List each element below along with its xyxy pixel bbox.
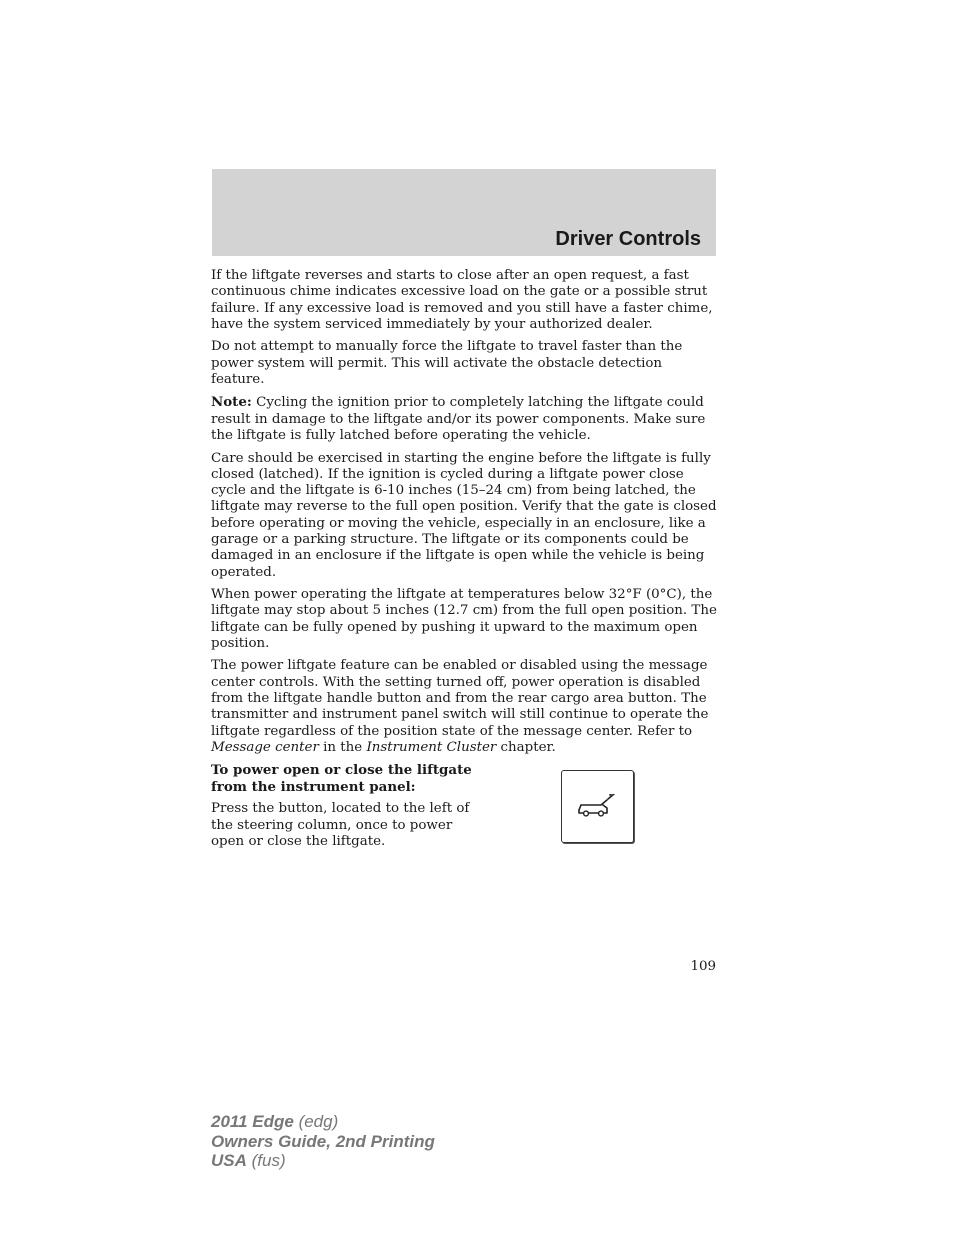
liftgate-button-illustration — [561, 770, 634, 843]
footer — [211, 1112, 435, 1171]
reference-message-center: Message center — [211, 739, 319, 755]
paragraph-chime-warning: If the liftgate reverses and starts to close after an open request, a fast continuous chime indicates excessive load on the gate or a possible strut failure. If any excessive load is removed and you still have a faster chime, have the system serviced immediately by your authorized dealer. — [211, 268, 713, 332]
note-label: Note: — [211, 394, 252, 411]
instrument-panel-section — [211, 762, 719, 850]
paragraph-ignition-caution: Care should be exercised in starting the engine before the liftgate is fully closed (latched). If the ignition is cycled during a liftgate power close cycle and the liftgate is 6-10 inches (15–24 cm) from being latched, the liftgate may reverse to the full open position. Verify that the gate is closed before operating or moving the vehicle, especially in an enclosure, like a garage or a parking structure. The liftgate or its components could be damaged in an enclosure if the liftgate is open while the vehicle is being operated. — [211, 450, 717, 580]
paragraph-enable-disable: The power liftgate feature can be enabled or disabled using the message center controls. With the setting turned off, power operation is disabled from the liftgate handle button and from the rear cargo area button. The transmitter and instrument panel switch will still continue to operate the liftgate regardless of the position state of the message center. Refer to Message center in the Instrument Cluster chapter. — [211, 658, 709, 755]
paragraph-note — [211, 394, 719, 444]
reference-instrument-cluster: Instrument Cluster — [366, 739, 497, 755]
body-text — [211, 268, 719, 856]
note-text: Cycling the ignition prior to completely latching the liftgate could result in damage to the liftgate and/or its power components. Make sure the liftgate is fully latched before operating the vehicle. — [211, 395, 706, 444]
liftgate-icon — [577, 794, 619, 820]
instrument-panel-subhead: To power open or close the liftgate from the instrument panel: — [211, 762, 472, 795]
paragraph-cold-temperature: When power operating the liftgate at temperatures below 32°F (0°C), the liftgate may stop about 5 inches (12.7 cm) from the full open position. The liftgate can be fully opened by pushing it upward to the maximum open position. — [211, 587, 717, 651]
section-header-band — [212, 169, 716, 256]
section-title: Driver Controls — [555, 228, 701, 250]
page-number: 109 — [690, 959, 716, 974]
paragraph-manual-force: Do not attempt to manually force the liftgate to travel faster than the power system will permit. This will activate the obstacle detection feature. — [211, 339, 683, 387]
footer-line-model: 2011 Edge (edg) — [211, 1112, 339, 1131]
footer-line-printing: Owners Guide, 2nd Printing — [211, 1131, 435, 1151]
footer-line-market: USA (fus) — [211, 1151, 286, 1170]
instrument-panel-text: Press the button, located to the left of the steering column, once to power open or close the liftgate. — [211, 801, 470, 849]
